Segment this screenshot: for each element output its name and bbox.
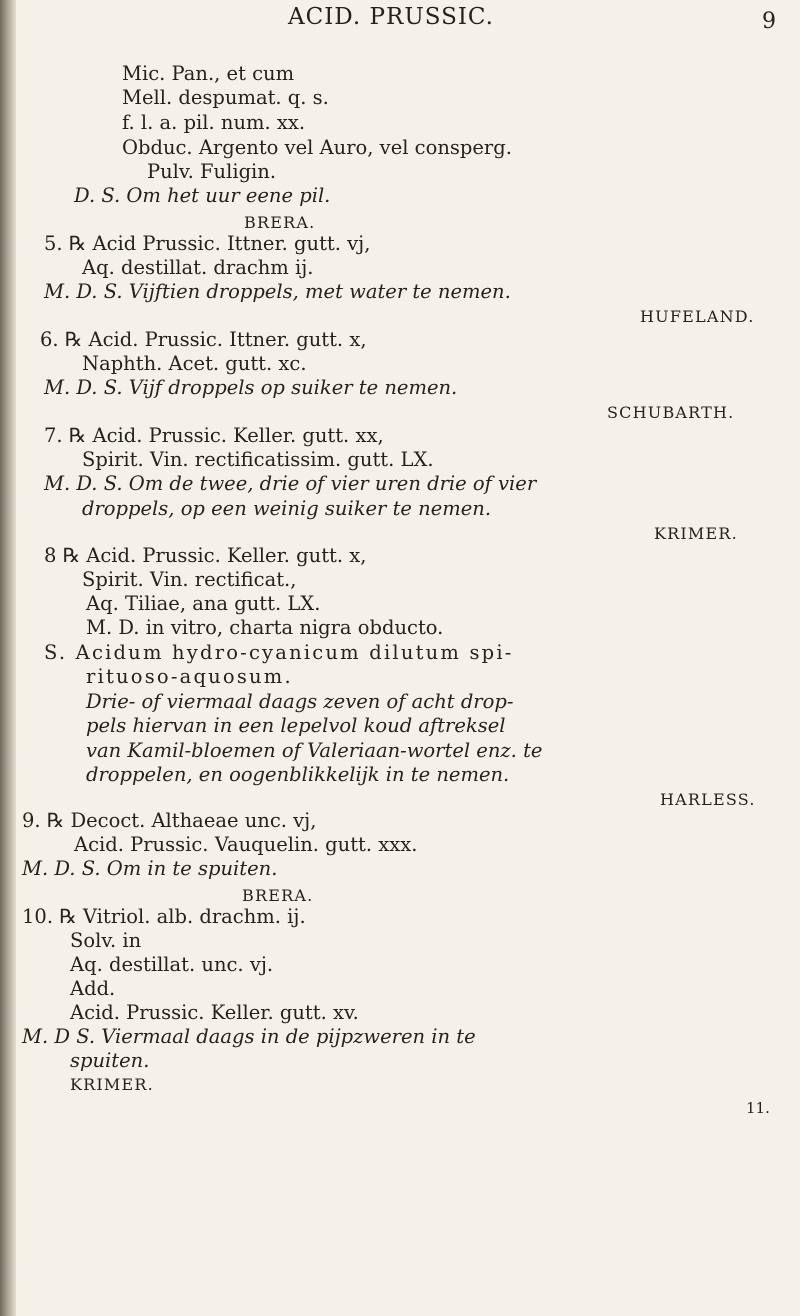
recipe-header: 5. ℞ Acid Prussic. Ittner. gutt. vj, xyxy=(44,232,371,255)
text-line: Solv. in xyxy=(70,929,142,952)
running-title: ACID. PRUSSIC. xyxy=(288,4,494,30)
text-line: M. D. S. Vijf droppels op suiker te nemen. xyxy=(44,376,458,399)
text-line: Naphth. Acet. gutt. xc. xyxy=(82,352,307,375)
text-line: Spirit. Vin. rectificat., xyxy=(82,568,297,591)
text-line: M. D S. Viermaal daags in de pijpzweren in te xyxy=(22,1025,476,1048)
text-line: Acid. Prussic. Keller. gutt. xv. xyxy=(70,1001,359,1024)
text-line: Obduc. Argento vel Auro, vel consperg. xyxy=(122,136,512,159)
author-attribution: KRIMER. xyxy=(654,524,738,543)
text-line: droppelen, en oogenblikkelijk in te nemen. xyxy=(86,763,510,786)
text-line: droppels, op een weinig suiker te nemen. xyxy=(82,497,492,520)
author-attribution: HARLESS. xyxy=(660,790,756,809)
text-line: M. D. S. Om de twee, drie of vier uren drie of vier xyxy=(44,472,537,495)
text-line: pels hiervan in een lepelvol koud aftreksel xyxy=(86,714,506,737)
recipe-header: 10. ℞ Vitriol. alb. drachm. ij. xyxy=(22,905,306,928)
text-line: van Kamil-bloemen of Valeriaan-wortel enz. te xyxy=(86,739,543,762)
text-line: D. S. Om het uur eene pil. xyxy=(74,184,331,207)
author-attribution: BRERA. xyxy=(244,213,316,232)
recipe-header: 7. ℞ Acid. Prussic. Keller. gutt. xx, xyxy=(44,424,384,447)
text-line: Aq. destillat. unc. vj. xyxy=(70,953,274,976)
text-line: Add. xyxy=(70,977,116,1000)
text-line: Aq. destillat. drachm ij. xyxy=(82,256,314,279)
text-line: Spirit. Vin. rectificatissim. gutt. LX. xyxy=(82,448,434,471)
text-line: S. Acidum hydro-cyanicum dilutum spi- xyxy=(44,641,514,664)
author-attribution: KRIMER. xyxy=(70,1075,154,1094)
text-line: M. D. S. Vijftien droppels, met water te nemen. xyxy=(44,280,511,303)
recipe-header: 9. ℞ Decoct. Althaeae unc. vj, xyxy=(22,809,317,832)
text-line: M. D. in vitro, charta nigra obducto. xyxy=(86,616,444,639)
text-line: M. D. S. Om in te spuiten. xyxy=(22,857,278,880)
text-line: f. l. a. pil. num. xx. xyxy=(122,111,306,134)
text-line: spuiten. xyxy=(70,1049,150,1072)
text-line: Pulv. Fuligin. xyxy=(147,160,277,183)
text-line: Acid. Prussic. Vauquelin. gutt. xxx. xyxy=(74,833,418,856)
text-line: Mic. Pan., et cum xyxy=(122,62,295,85)
next-recipe-number: 11. xyxy=(746,1099,770,1117)
page-gutter-shadow xyxy=(0,0,16,1316)
author-attribution: BRERA. xyxy=(242,886,314,905)
text-line: rituoso-aquosum. xyxy=(86,665,293,688)
recipe-header: 6. ℞ Acid. Prussic. Ittner. gutt. x, xyxy=(40,328,367,351)
text-line: Aq. Tiliae, ana gutt. LX. xyxy=(86,592,321,615)
text-line: Mell. despumat. q. s. xyxy=(122,86,329,109)
recipe-header: 8 ℞ Acid. Prussic. Keller. gutt. x, xyxy=(44,544,367,567)
page-number: 9 xyxy=(762,9,776,34)
author-attribution: HUFELAND. xyxy=(640,307,755,326)
author-attribution: SCHUBARTH. xyxy=(607,403,735,422)
text-line: Drie- of viermaal daags zeven of acht drop- xyxy=(86,690,514,713)
